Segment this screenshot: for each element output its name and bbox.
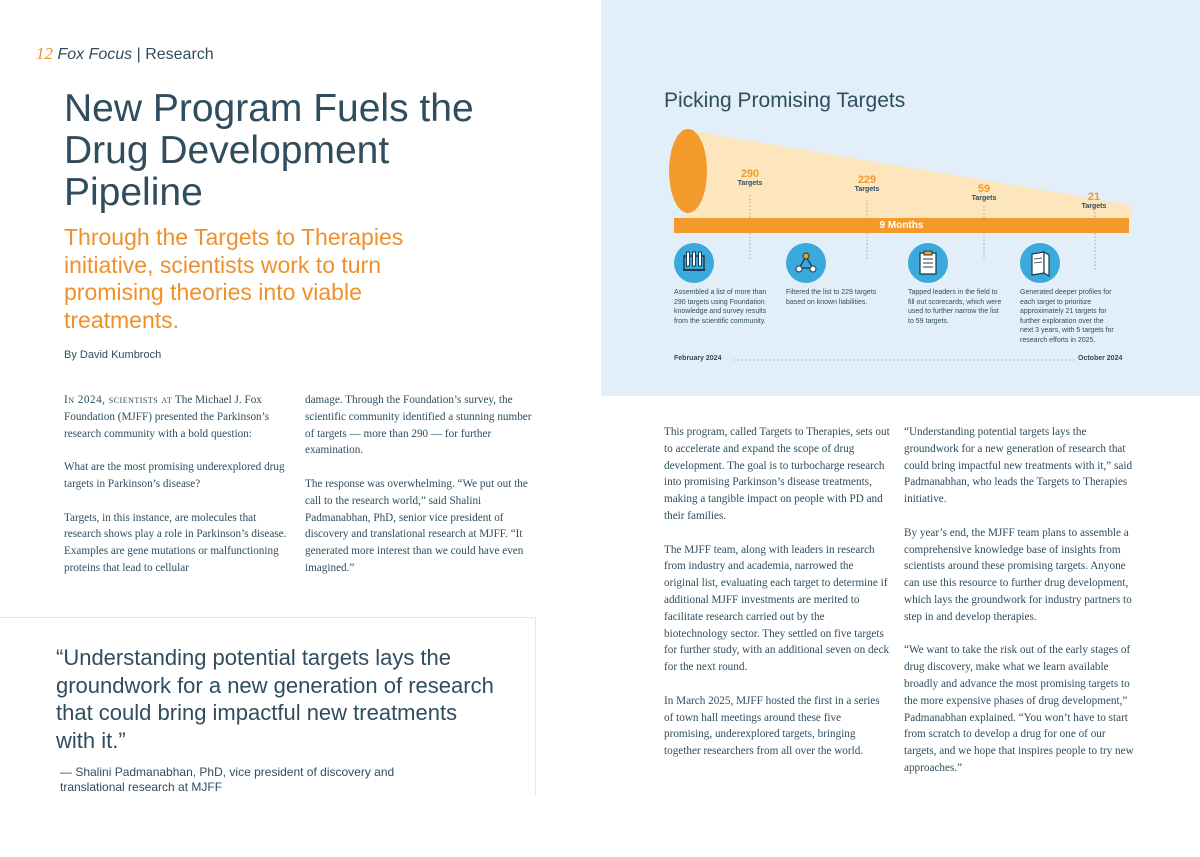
count-21 (1064, 192, 1124, 210)
count-value: 290 (740, 168, 760, 180)
paragraph: damage. Through the Foundation’s survey, the scientific community identified a stunning number of targets — more than 290 — for further examination. (305, 394, 532, 457)
paragraph: What are the most promising underexplored drug targets in Parkinson’s disease? (64, 461, 285, 490)
count-unit: Targets (1081, 203, 1107, 210)
paragraph: This program, called Targets to Therapies, sets out to accelerate and expand the scope of drug development. The goal is to turbocharge research into promising Parkinson’s disease treatments, making a tangible impact on people with PD and their families. (664, 426, 890, 522)
count-290 (720, 169, 780, 187)
pull-quote: “Understanding potential targets lays the groundwork for a new generation of research that could bring impactful new treatments with it.” (56, 645, 494, 753)
count-value: 59 (977, 183, 991, 195)
count-unit: Targets (971, 195, 997, 202)
paragraph: The response was overwhelming. “We put out the call to the research world,” said Shalini Padmanabhan, PhD, senior vice president of discovery and translational research at MJFF. “It generated more interest than we could have even imagined.” (305, 477, 528, 574)
test-tubes-icon (674, 243, 714, 283)
folio-left (36, 44, 214, 64)
body-column-4 (904, 424, 1136, 794)
step-text: Generated deeper profiles for each target to prioritize approximately 21 targets for further exploration over the next 3 years, with 5 targets for research efforts in 2025. (1020, 289, 1114, 344)
paragraph: Targets, in this instance, are molecules that research shows play a role in Parkinson’s disease. Examples are gene mutations or malfunctioning proteins that lead to cellular (64, 511, 287, 574)
network-icon (786, 243, 826, 283)
article-headline: New Program Fuels the Drug Development Pipeline (64, 87, 474, 214)
count-229 (837, 175, 897, 193)
body-column-2 (305, 392, 533, 594)
paragraph: By year’s end, the MJFF team plans to assemble a comprehensive knowledge base of insights from scientists around these promising targets. Anyone can use this resource to further drug development, which lays the groundwork for industry partners to step in and develop therapies. (904, 526, 1132, 623)
count-value: 229 (857, 174, 877, 186)
clipboard-icon (908, 243, 948, 283)
infographic-title: Picking Promising Targets (664, 89, 906, 112)
step-text: Tapped leaders in the field to fill out scorecards, which were used to further narrow the list to 59 targets. (908, 289, 1002, 325)
article-deck: Through the Targets to Therapies initiative, scientists work to turn promising theories into viable treatments. (64, 224, 404, 333)
body-column-1 (64, 392, 292, 594)
count-unit: Targets (737, 180, 763, 187)
paragraph (64, 392, 292, 442)
lead-in: In 2024, scientists at (64, 394, 173, 406)
byline: By David Kumbroch (64, 349, 162, 361)
duration-bar: 9 Months (674, 218, 1129, 233)
funnel-opening (669, 129, 707, 213)
body-column-3 (664, 424, 890, 777)
pull-quote-attribution: — Shalini Padmanabhan, PhD, vice president of discovery and translational research at MJFF (60, 765, 395, 794)
paragraph: “Understanding potential targets lays the groundwork for a new generation of research that could bring impactful new treatments with it,” said Padmanabhan, who leads the Targets to Therapies initiative. (904, 426, 1133, 506)
count-59 (954, 184, 1014, 202)
publication-name: Fox Focus (57, 46, 133, 63)
paragraph: The MJFF team, along with leaders in research from industry and academia, narrowed the original list, evaluating each target to determine if additional MJFF investments are merited to facilitate research carried out by the biotechnology sector. They settled on five targets for further study, with an additional seven on deck for the next round. (664, 543, 890, 674)
timeline-end-date: October 2024 (1078, 355, 1123, 362)
paragraph: In March 2025, MJFF hosted the first in a series of town hall meetings around these five promising, underexplored targets, bringing together researchers from all over the world. (664, 694, 880, 758)
paragraph: “We want to take the risk out of the early stages of drug discovery, make what we learn available broadly and advance the most promising targets to the more expensive phases of drug development,” Padmanabhan explained. “You won’t have to start from scratch to develop a drug for one of our targets, and we hope that inspires people to try new approaches.” (904, 644, 1134, 774)
page-number-left: 12 (36, 44, 53, 63)
count-unit: Targets (854, 186, 880, 193)
step-text: Filtered the list to 229 targets based on known liabilities. (786, 289, 877, 306)
timeline-start-date: February 2024 (674, 355, 722, 362)
lead-text: The Michael J. Fox Foundation (MJFF) presented the Parkinson’s research community with a bold question: (64, 394, 270, 440)
document-icon (1020, 243, 1060, 283)
section-left: | Research (136, 46, 214, 63)
step-text: Assembled a list of more than 290 targets using Foundation knowledge and survey results from the scientific community. (674, 289, 767, 325)
count-value: 21 (1087, 191, 1101, 203)
